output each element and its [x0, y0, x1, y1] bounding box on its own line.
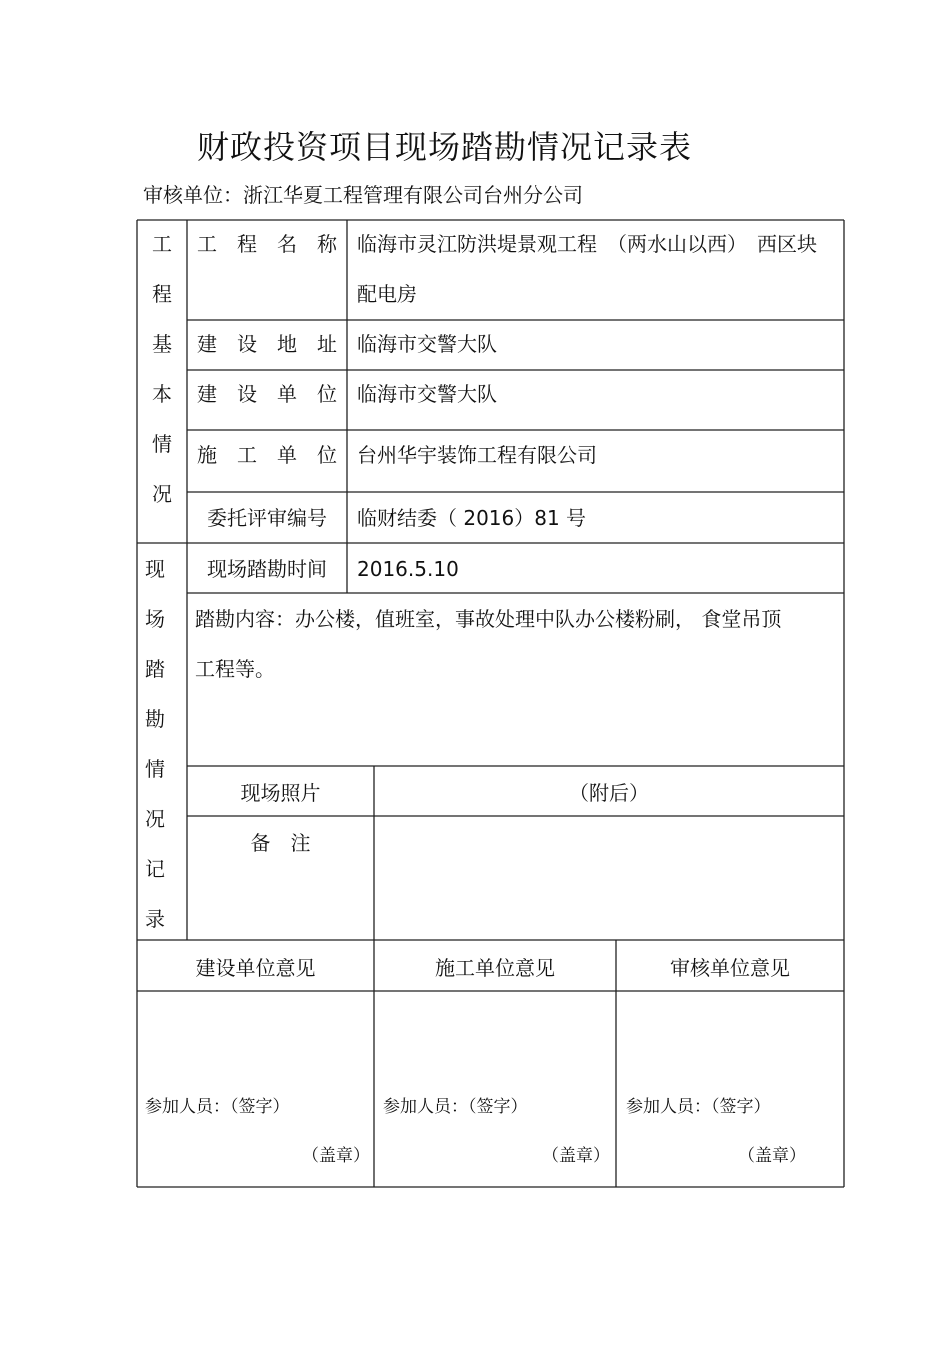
audit-unit-label: 审核单位：: [143, 183, 243, 207]
basic-section-vertical-label: [137, 232, 187, 532]
vertical-char: 况: [152, 482, 172, 506]
contractor-seal: （盖章）: [542, 1146, 610, 1166]
vertical-char: 程: [152, 282, 172, 306]
owner-seal: （盖章）: [302, 1146, 370, 1166]
site-photos-label: 现场照片: [240, 781, 321, 805]
auditor-seal: （盖章）: [738, 1146, 806, 1166]
vertical-char: 记: [145, 857, 165, 881]
construction-address-value: 临海市交警大队: [357, 332, 497, 356]
auditor-opinion-header: 审核单位意见: [670, 956, 790, 980]
vertical-char: 录: [145, 907, 165, 931]
contractor-label: 施 工 单 位: [197, 443, 337, 467]
inspection-time-label: 现场踏勘时间: [207, 557, 327, 581]
owner-opinion-header: 建设单位意见: [195, 956, 316, 980]
inspection-content-cont: 工程等。: [195, 657, 275, 681]
audit-unit-name: 浙江华夏工程管理有限公司台州分公司: [243, 183, 583, 207]
contractor-participants-signature: 参加人员：（签字）: [383, 1097, 528, 1117]
vertical-char: 况: [145, 807, 165, 831]
vertical-char: 基: [152, 332, 172, 356]
vertical-char: 现: [145, 557, 165, 581]
vertical-char: 踏: [145, 657, 165, 681]
review-number-label: 委托评审编号: [207, 506, 327, 530]
vertical-char: 勘: [145, 707, 165, 731]
site-section-vertical-label: [130, 557, 180, 957]
project-name-label: 工 程 名 称: [197, 232, 337, 256]
vertical-char: 情: [152, 432, 172, 456]
project-name-value-cont: 配电房: [357, 282, 417, 306]
contractor-opinion-header: 施工单位意见: [435, 956, 555, 980]
inspection-time-value: 2016.5.10: [357, 557, 459, 581]
contractor-value: 台州华宇装饰工程有限公司: [357, 443, 597, 467]
project-name-value: 临海市灵江防洪堤景观工程 （两水山以西） 西区块: [357, 232, 817, 256]
remarks-label: 备 注: [250, 831, 311, 855]
site-photos-value: （附后）: [569, 781, 649, 805]
construction-address-label: 建 设 地 址: [197, 332, 337, 356]
vertical-char: 场: [145, 607, 165, 631]
construction-unit-value: 临海市交警大队: [357, 382, 497, 406]
vertical-char: 情: [145, 757, 165, 781]
vertical-char: 本: [152, 382, 172, 406]
review-number-value: 临财结委（ 2016）81 号: [357, 506, 587, 530]
page-title: 财政投资项目现场踏勘情况记录表: [197, 128, 693, 166]
construction-unit-label: 建 设 单 位: [197, 382, 337, 406]
owner-participants-signature: 参加人员：（签字）: [145, 1097, 290, 1117]
inspection-content: 踏勘内容：办公楼，值班室，事故处理中队办公楼粉刷， 食堂吊顶: [195, 607, 782, 631]
auditor-participants-signature: 参加人员：（签字）: [626, 1097, 771, 1117]
vertical-char: 工: [152, 232, 172, 256]
